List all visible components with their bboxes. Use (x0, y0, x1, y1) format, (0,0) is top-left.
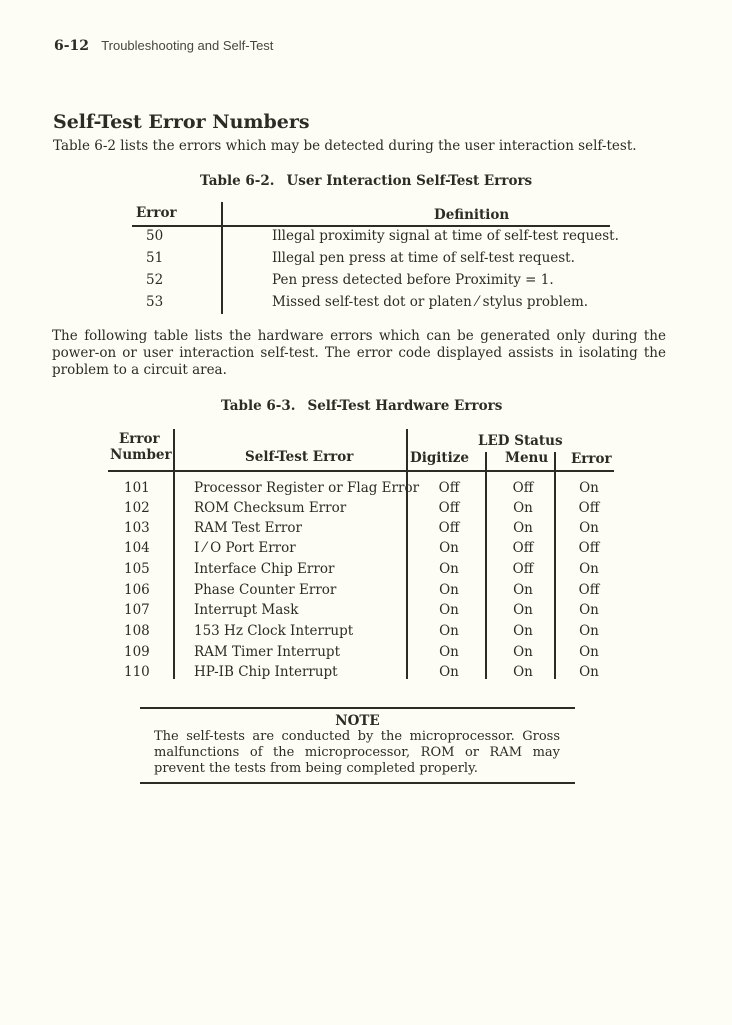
column-header-digitize: Digitize (410, 450, 470, 466)
led-digitize: On (439, 644, 459, 660)
table-row (0, 250, 732, 272)
self-test-error: Processor Register or Flag Error (194, 480, 420, 496)
error-number: 104 (124, 540, 150, 556)
led-menu: Off (512, 480, 534, 496)
table-row (0, 520, 732, 540)
table-row (0, 644, 732, 664)
page-number: 6-12 (54, 38, 90, 54)
self-test-error: Interface Chip Error (194, 561, 335, 577)
column-header-led-error: Error (571, 451, 612, 467)
table-row (0, 480, 732, 500)
table-row (0, 228, 732, 250)
self-test-error: Interrupt Mask (194, 602, 299, 618)
note-title: NOTE (335, 713, 380, 729)
led-error: On (579, 561, 599, 577)
led-digitize: Off (438, 480, 460, 496)
led-digitize: On (439, 623, 459, 639)
led-menu: On (513, 602, 533, 618)
led-error: On (579, 602, 599, 618)
header-rule (132, 225, 610, 227)
column-header-led-status: LED Status (478, 433, 563, 449)
error-definition: Illegal pen press at time of self-test request. (272, 250, 575, 266)
led-digitize: Off (438, 520, 460, 536)
self-test-error: ROM Checksum Error (194, 500, 347, 516)
note-top-rule (140, 707, 575, 709)
self-test-error: I ⁄ O Port Error (194, 540, 296, 556)
led-digitize: On (439, 602, 459, 618)
table-6-2-caption-number: Table 6-2. (200, 173, 275, 189)
error-number: 109 (124, 644, 150, 660)
led-error: Off (578, 582, 600, 598)
self-test-error: HP-IB Chip Interrupt (194, 664, 338, 680)
error-number: 106 (124, 582, 150, 598)
column-header-definition: Definition (434, 207, 510, 223)
led-menu: Off (512, 540, 534, 556)
table-6-3-caption-title: Self-Test Hardware Errors (307, 398, 503, 414)
table-row (0, 272, 732, 294)
hardware-errors-paragraph: The following table lists the hardware errors which can be generated only during the power-on or user interaction self-test. The error code displayed assists in isolating the problem to a circuit area. (52, 328, 666, 378)
led-menu: On (513, 520, 533, 536)
section-heading: Self-Test Error Numbers (53, 111, 310, 133)
led-menu: On (513, 582, 533, 598)
led-menu: On (513, 623, 533, 639)
column-header-error-number-line2: Number (110, 447, 172, 463)
error-number: 103 (124, 520, 150, 536)
error-definition: Missed self-test dot or platen ⁄ stylus problem. (272, 294, 589, 310)
error-number: 101 (124, 480, 150, 496)
table-row (0, 582, 732, 602)
led-digitize: On (439, 540, 459, 556)
column-header-self-test-error: Self-Test Error (245, 449, 354, 465)
table-6-2-caption-title: User Interaction Self-Test Errors (286, 173, 533, 189)
table-row (0, 664, 732, 684)
table-row (0, 294, 732, 316)
led-menu: On (513, 644, 533, 660)
table-row (0, 561, 732, 581)
header-rule (108, 470, 614, 472)
led-menu: Off (512, 561, 534, 577)
led-error: On (579, 623, 599, 639)
running-header (54, 38, 273, 54)
led-menu: On (513, 664, 533, 680)
led-digitize: Off (438, 500, 460, 516)
led-menu: On (513, 500, 533, 516)
error-number: 110 (124, 664, 150, 680)
error-code: 53 (146, 294, 164, 310)
table-row (0, 602, 732, 622)
led-error: On (579, 644, 599, 660)
error-code: 52 (146, 272, 164, 288)
column-header-error: Error (136, 205, 177, 221)
error-definition: Pen press detected before Proximity = 1. (272, 272, 554, 288)
column-header-menu: Menu (505, 450, 549, 466)
table-row (0, 540, 732, 560)
self-test-error: 153 Hz Clock Interrupt (194, 623, 354, 639)
led-error: Off (578, 500, 600, 516)
table-6-3-caption-number: Table 6-3. (221, 398, 296, 414)
self-test-error: RAM Test Error (194, 520, 302, 536)
error-number: 108 (124, 623, 150, 639)
note-bottom-rule (140, 782, 575, 784)
intro-paragraph: Table 6-2 lists the errors which may be detected during the user interaction self-test. (53, 138, 637, 154)
error-number: 107 (124, 602, 150, 618)
led-digitize: On (439, 664, 459, 680)
table-6-3-caption (221, 398, 502, 414)
self-test-error: RAM Timer Interrupt (194, 644, 340, 660)
self-test-error: Phase Counter Error (194, 582, 337, 598)
table-row (0, 623, 732, 643)
error-code: 50 (146, 228, 164, 244)
error-number: 105 (124, 561, 150, 577)
error-code: 51 (146, 250, 164, 266)
led-error: On (579, 480, 599, 496)
note-body: The self-tests are conducted by the microprocessor. Gross malfunctions of the microprocessor, ROM or RAM may prevent the tests from being completed properly. (154, 729, 560, 776)
error-number: 102 (124, 500, 150, 516)
led-error: On (579, 664, 599, 680)
led-error: On (579, 520, 599, 536)
table-6-2-caption (200, 173, 532, 189)
led-error: Off (578, 540, 600, 556)
table-row (0, 500, 732, 520)
led-digitize: On (439, 561, 459, 577)
column-header-error-number-line1: Error (119, 431, 160, 447)
error-definition: Illegal proximity signal at time of self-test request. (272, 228, 619, 244)
led-digitize: On (439, 582, 459, 598)
chapter-title: Troubleshooting and Self-Test (101, 38, 274, 53)
